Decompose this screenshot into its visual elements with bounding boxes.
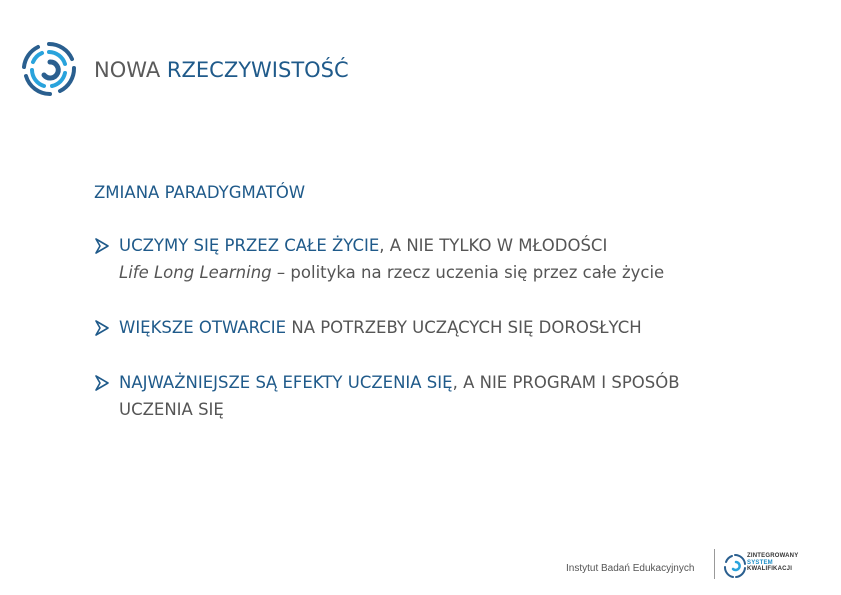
page-title: [94, 58, 349, 82]
bullet-3-continuation: UCZENIA SIĘ: [119, 400, 224, 419]
zsk-line-3: KWALIFIKACJI: [747, 566, 793, 572]
footer-institute: Instytut Badań Edukacyjnych: [566, 563, 695, 574]
title-part-2: RZECZYWISTOŚĆ: [166, 58, 349, 82]
section-heading: ZMIANA PARADYGMATÓW: [94, 183, 306, 202]
arrow-bullet-icon: [94, 375, 110, 391]
zsk-logo-text: [747, 553, 798, 573]
bullet-2-highlight: WIĘKSZE OTWARCIE: [119, 318, 287, 337]
bullet-1-italic: Life Long Learning: [119, 263, 272, 282]
logo-icon: [20, 40, 78, 98]
bullet-1-text: , A NIE TYLKO W MŁODOŚCI: [379, 236, 608, 255]
bullet-2-text: NA POTRZEBY UCZĄCYCH SIĘ DOROSŁYCH: [286, 318, 642, 337]
zsk-line-2: SYSTEM: [747, 559, 773, 566]
bullet-1-highlight: UCZYMY SIĘ PRZEZ CAŁE ŻYCIE: [119, 236, 380, 255]
zsk-line-1: ZINTEGROWANY: [747, 553, 799, 559]
arrow-bullet-icon: [94, 238, 110, 254]
bullet-1-description: – polityka na rzecz uczenia się przez całe życie: [271, 263, 665, 282]
title-part-1: NOWA: [94, 58, 167, 82]
arrow-bullet-icon: [94, 320, 110, 336]
bullet-item-1: [94, 232, 664, 286]
bullet-3-text: , A NIE PROGRAM I SPOSÓB: [452, 373, 680, 392]
bullet-3-highlight: NAJWAŻNIEJSZE SĄ EFEKTY UCZENIA SIĘ: [119, 373, 453, 392]
bullet-item-3: [94, 369, 680, 423]
bullet-item-2: [94, 314, 642, 341]
footer-divider: [714, 549, 715, 579]
